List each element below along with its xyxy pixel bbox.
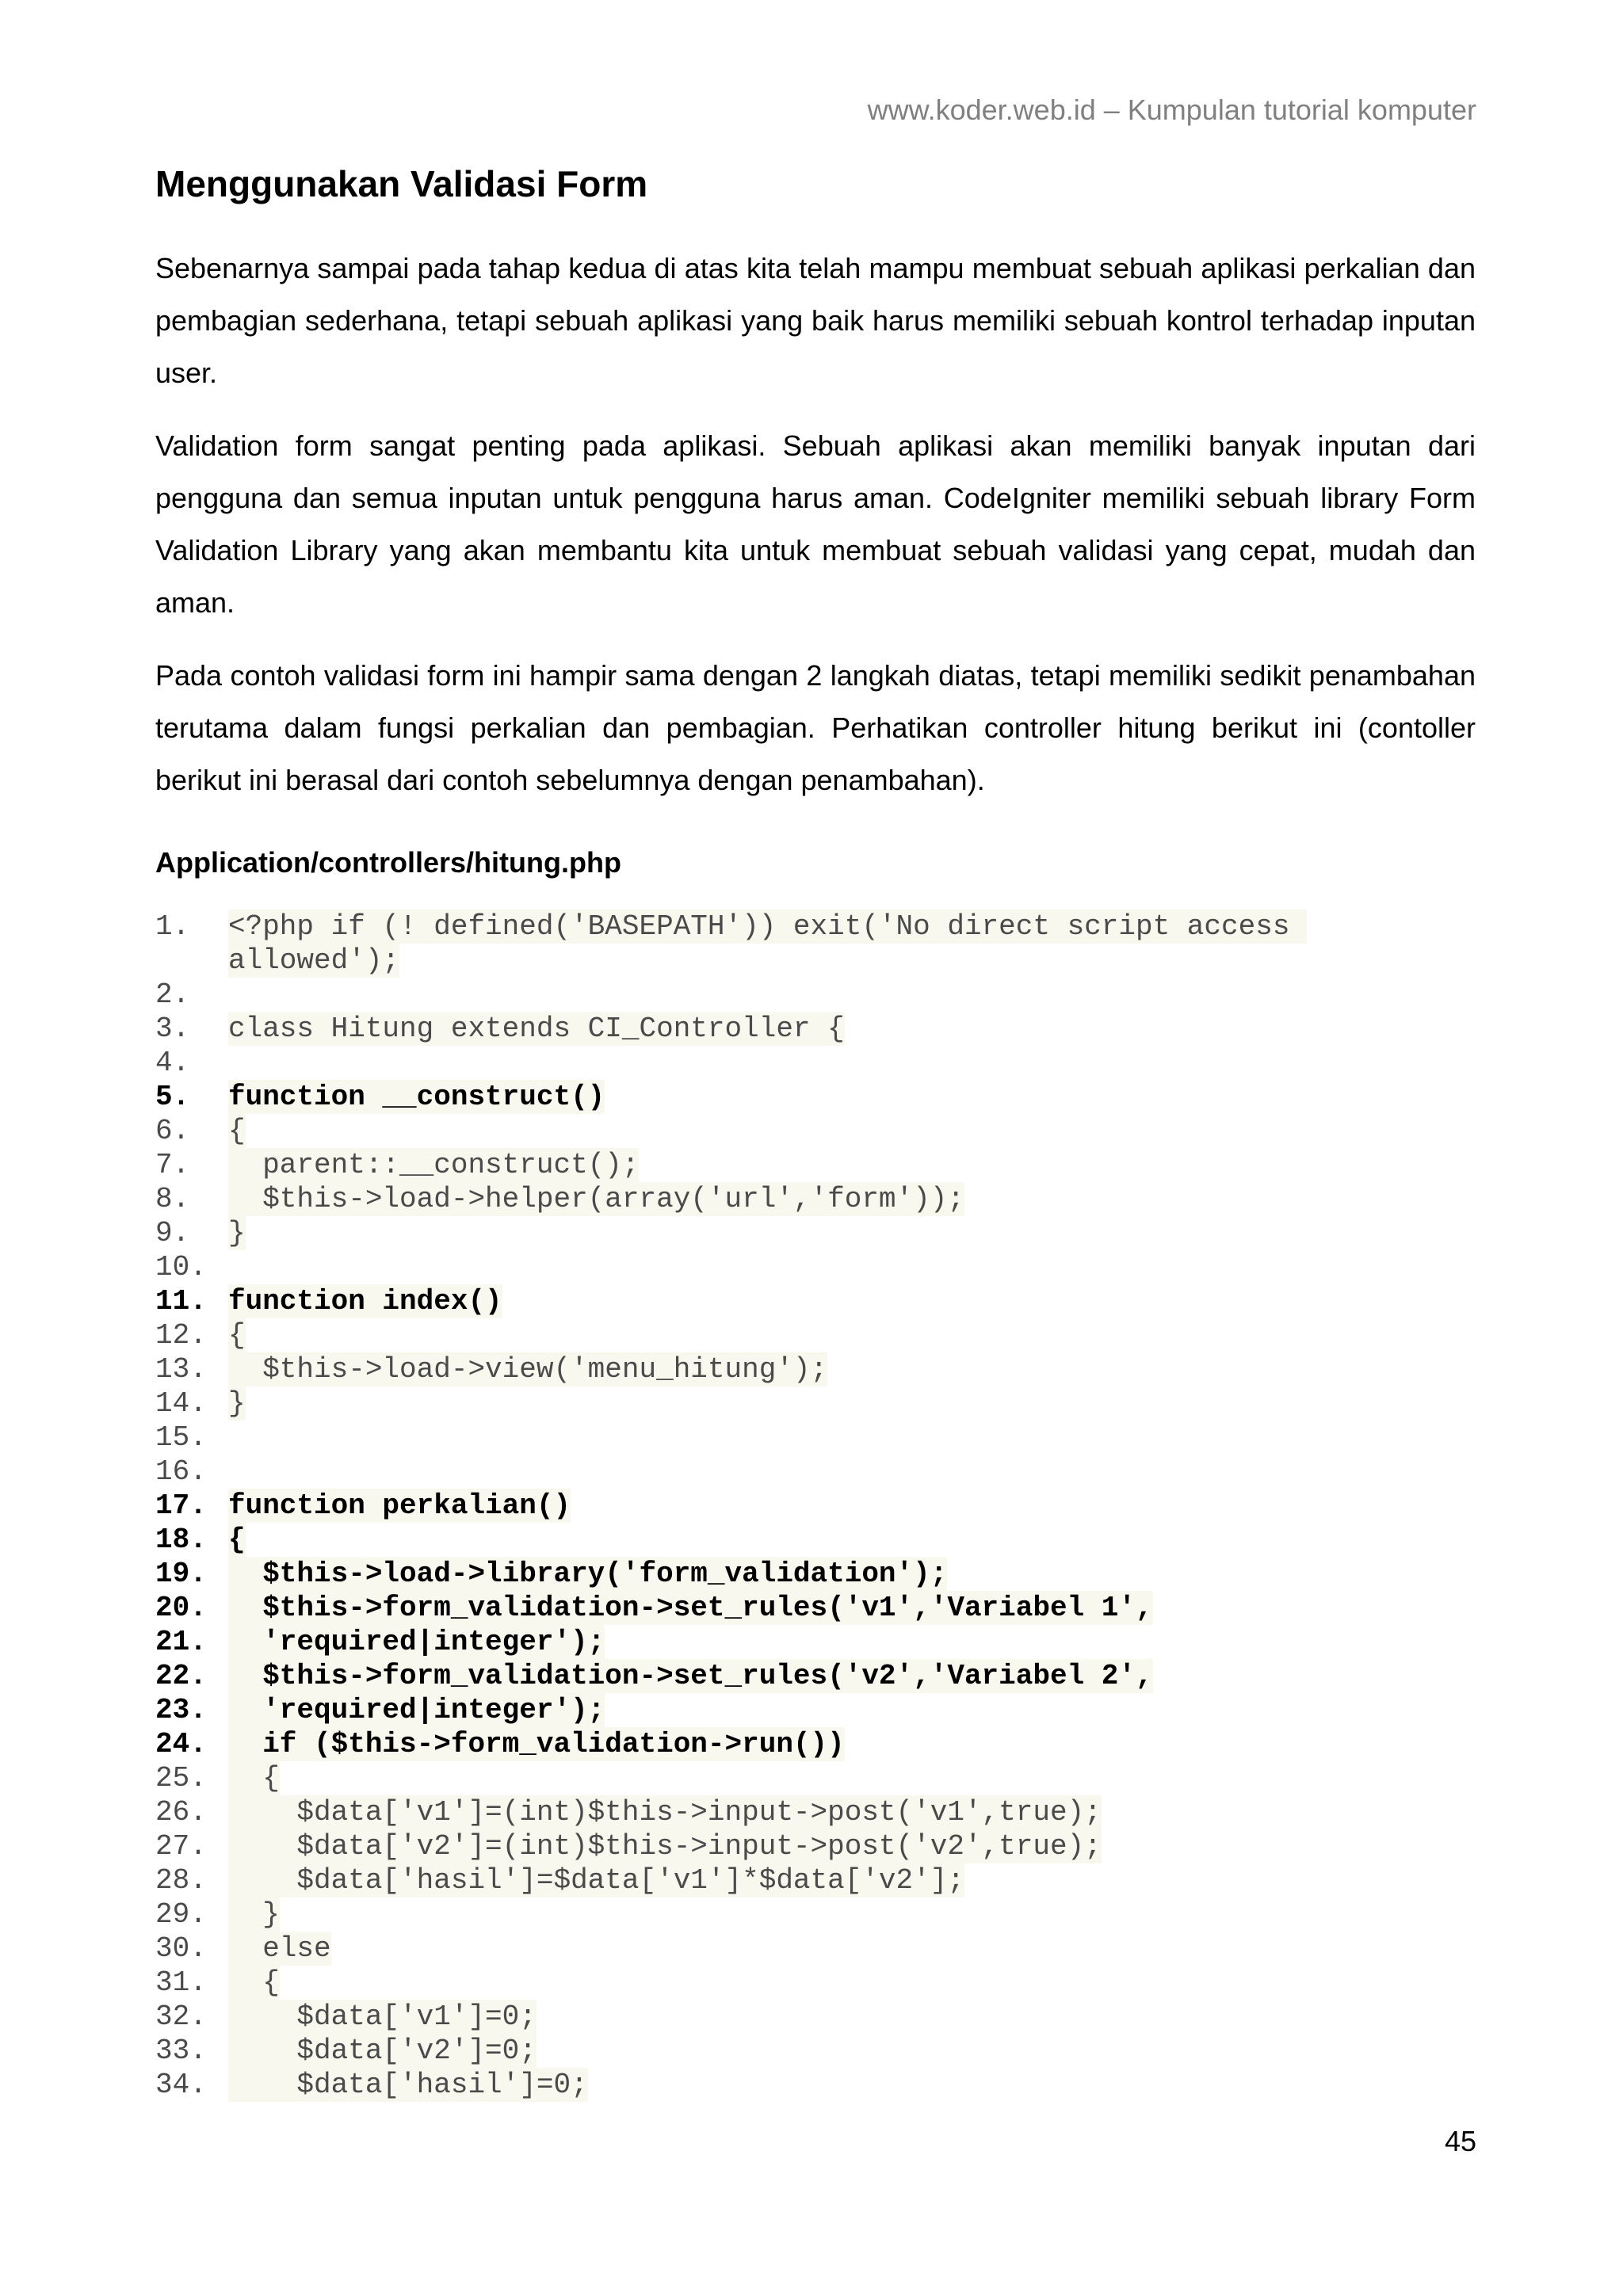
code-line — [155, 1455, 1307, 1489]
code-text: function perkalian() — [228, 1489, 571, 1522]
page-number: 45 — [1444, 2125, 1476, 2157]
code-text: { — [228, 1524, 246, 1556]
code-line — [155, 1421, 1307, 1455]
code-text: } — [228, 1898, 280, 1931]
code-line — [155, 1182, 1307, 1216]
line-number: 26. — [155, 1796, 207, 1829]
code-line — [155, 1284, 1307, 1318]
line-number: 19. — [155, 1558, 207, 1590]
code-text: { — [228, 1762, 280, 1794]
code-text: $this->form_validation->set_rules('v1','Variabel 1', — [228, 1592, 1153, 1624]
line-number: 22. — [155, 1660, 207, 1692]
code-line — [155, 1693, 1307, 1727]
line-number: 32. — [155, 2000, 207, 2033]
code-text: function __construct() — [228, 1081, 605, 1113]
code-line — [155, 1591, 1307, 1625]
code-text: { — [228, 1966, 280, 1999]
line-number: 23. — [155, 1694, 207, 1726]
code-line — [155, 1216, 1307, 1250]
line-number: 2. — [155, 978, 190, 1011]
code-line — [155, 978, 1307, 1012]
code-text: allowed'); — [228, 944, 400, 977]
line-number: 11. — [155, 1285, 207, 1318]
line-number: 12. — [155, 1319, 207, 1352]
code-line — [155, 1932, 1307, 1966]
code-line — [155, 1250, 1307, 1284]
code-text: <?php if (! defined('BASEPATH')) exit('No direct script access — [228, 910, 1308, 943]
code-text: $data['v1']=0; — [228, 2000, 537, 2033]
line-number: 13. — [155, 1353, 207, 1386]
paragraph-2: Validation form sangat penting pada aplikasi. Sebuah aplikasi akan memiliki banyak inputan dari pengguna dan semua inputan untuk pengguna harus aman. CodeIgniter memiliki sebuah library Form Validation Library yang akan membantu kita untuk membuat sebuah validasi yang cepat, mudah dan aman. — [155, 429, 1476, 619]
line-number: 15. — [155, 1421, 207, 1454]
line-number: 6. — [155, 1115, 190, 1147]
code-text: $data['hasil']=0; — [228, 2069, 588, 2101]
line-number: 29. — [155, 1898, 207, 1931]
code-line — [155, 1966, 1307, 2000]
code-text: if ($this->form_validation->run()) — [228, 1728, 845, 1760]
code-line — [155, 2000, 1307, 2034]
line-number: 34. — [155, 2069, 207, 2101]
code-text: class Hitung extends CI_Controller { — [228, 1013, 845, 1045]
line-number: 27. — [155, 1830, 207, 1863]
line-number: 14. — [155, 1387, 207, 1420]
line-number: 8. — [155, 1183, 190, 1215]
line-number — [155, 944, 228, 978]
line-number: 31. — [155, 1966, 207, 1999]
line-number: 7. — [155, 1149, 190, 1181]
line-number: 18. — [155, 1524, 207, 1556]
line-number: 28. — [155, 1864, 207, 1897]
code-line — [155, 1659, 1307, 1693]
code-text: $data['v1']=(int)$this->input->post('v1',true); — [228, 1796, 1102, 1829]
code-listing — [155, 910, 1307, 2102]
code-text: 'required|integer'); — [228, 1626, 605, 1658]
code-line — [155, 1114, 1307, 1148]
code-line — [155, 2034, 1307, 2068]
code-text: function index() — [228, 1285, 502, 1318]
line-number: 4. — [155, 1047, 190, 1079]
code-text: $data['v2']=0; — [228, 2035, 537, 2067]
line-number: 5. — [155, 1081, 190, 1113]
code-line — [155, 1761, 1307, 1795]
code-text: $this->load->library('form_validation'); — [228, 1558, 948, 1590]
code-line — [155, 1012, 1307, 1046]
line-number: 16. — [155, 1455, 207, 1488]
code-text: $this->load->helper(array('url','form')); — [228, 1183, 964, 1215]
code-text: { — [228, 1319, 246, 1352]
code-line — [155, 1148, 1307, 1182]
line-number: 25. — [155, 1762, 207, 1794]
code-line — [155, 1352, 1307, 1386]
line-number: 10. — [155, 1251, 207, 1283]
code-text: $data['v2']=(int)$this->input->post('v2',true); — [228, 1830, 1102, 1863]
line-number: 24. — [155, 1728, 207, 1760]
line-number: 17. — [155, 1489, 207, 1522]
code-text: $data['hasil']=$data['v1']*$data['v2']; — [228, 1864, 964, 1897]
line-number: 1. — [155, 910, 190, 943]
code-line — [155, 1897, 1307, 1932]
code-line — [155, 1863, 1307, 1897]
code-line — [155, 1727, 1307, 1761]
line-number: 21. — [155, 1626, 207, 1658]
line-number: 33. — [155, 2035, 207, 2067]
code-line — [155, 1080, 1307, 1114]
code-line — [155, 2068, 1307, 2102]
paragraph-3: Pada contoh validasi form ini hampir sama dengan 2 langkah diatas, tetapi memiliki sedikit penambahan terutama dalam fungsi perkalian dan pembagian. Perhatikan controller hitung berikut ini (contoller berikut ini berasal dari contoh sebelumnya dengan penambahan). — [155, 659, 1476, 796]
code-file-path: Application/controllers/hitung.php — [155, 846, 621, 879]
line-number: 3. — [155, 1013, 190, 1045]
code-line — [155, 1046, 1307, 1080]
code-line — [155, 1523, 1307, 1557]
paragraph-1: Sebenarnya sampai pada tahap kedua di atas kita telah mampu membuat sebuah aplikasi perkalian dan pembagian sederhana, tetapi sebuah aplikasi yang baik harus memiliki sebuah kontrol terhadap inputan user. — [155, 252, 1476, 389]
code-text: { — [228, 1115, 246, 1147]
code-text: parent::__construct(); — [228, 1149, 640, 1181]
code-line — [155, 1829, 1307, 1863]
code-text: $this->form_validation->set_rules('v2','Variabel 2', — [228, 1660, 1153, 1692]
section-title: Menggunakan Validasi Form — [155, 163, 648, 204]
line-number: 20. — [155, 1592, 207, 1624]
code-line — [155, 944, 1307, 978]
code-line — [155, 910, 1307, 944]
code-text: } — [228, 1387, 246, 1420]
code-line — [155, 1557, 1307, 1591]
line-number: 30. — [155, 1932, 207, 1965]
code-text: $this->load->view('menu_hitung'); — [228, 1353, 828, 1386]
code-text: else — [228, 1932, 331, 1965]
code-line — [155, 1318, 1307, 1352]
page-header: www.koder.web.id – Kumpulan tutorial komputer — [867, 93, 1476, 126]
code-line — [155, 1489, 1307, 1523]
code-text: 'required|integer'); — [228, 1694, 605, 1726]
code-line — [155, 1625, 1307, 1659]
code-line — [155, 1386, 1307, 1421]
code-text: } — [228, 1217, 246, 1249]
code-line — [155, 1795, 1307, 1829]
line-number: 9. — [155, 1217, 190, 1249]
